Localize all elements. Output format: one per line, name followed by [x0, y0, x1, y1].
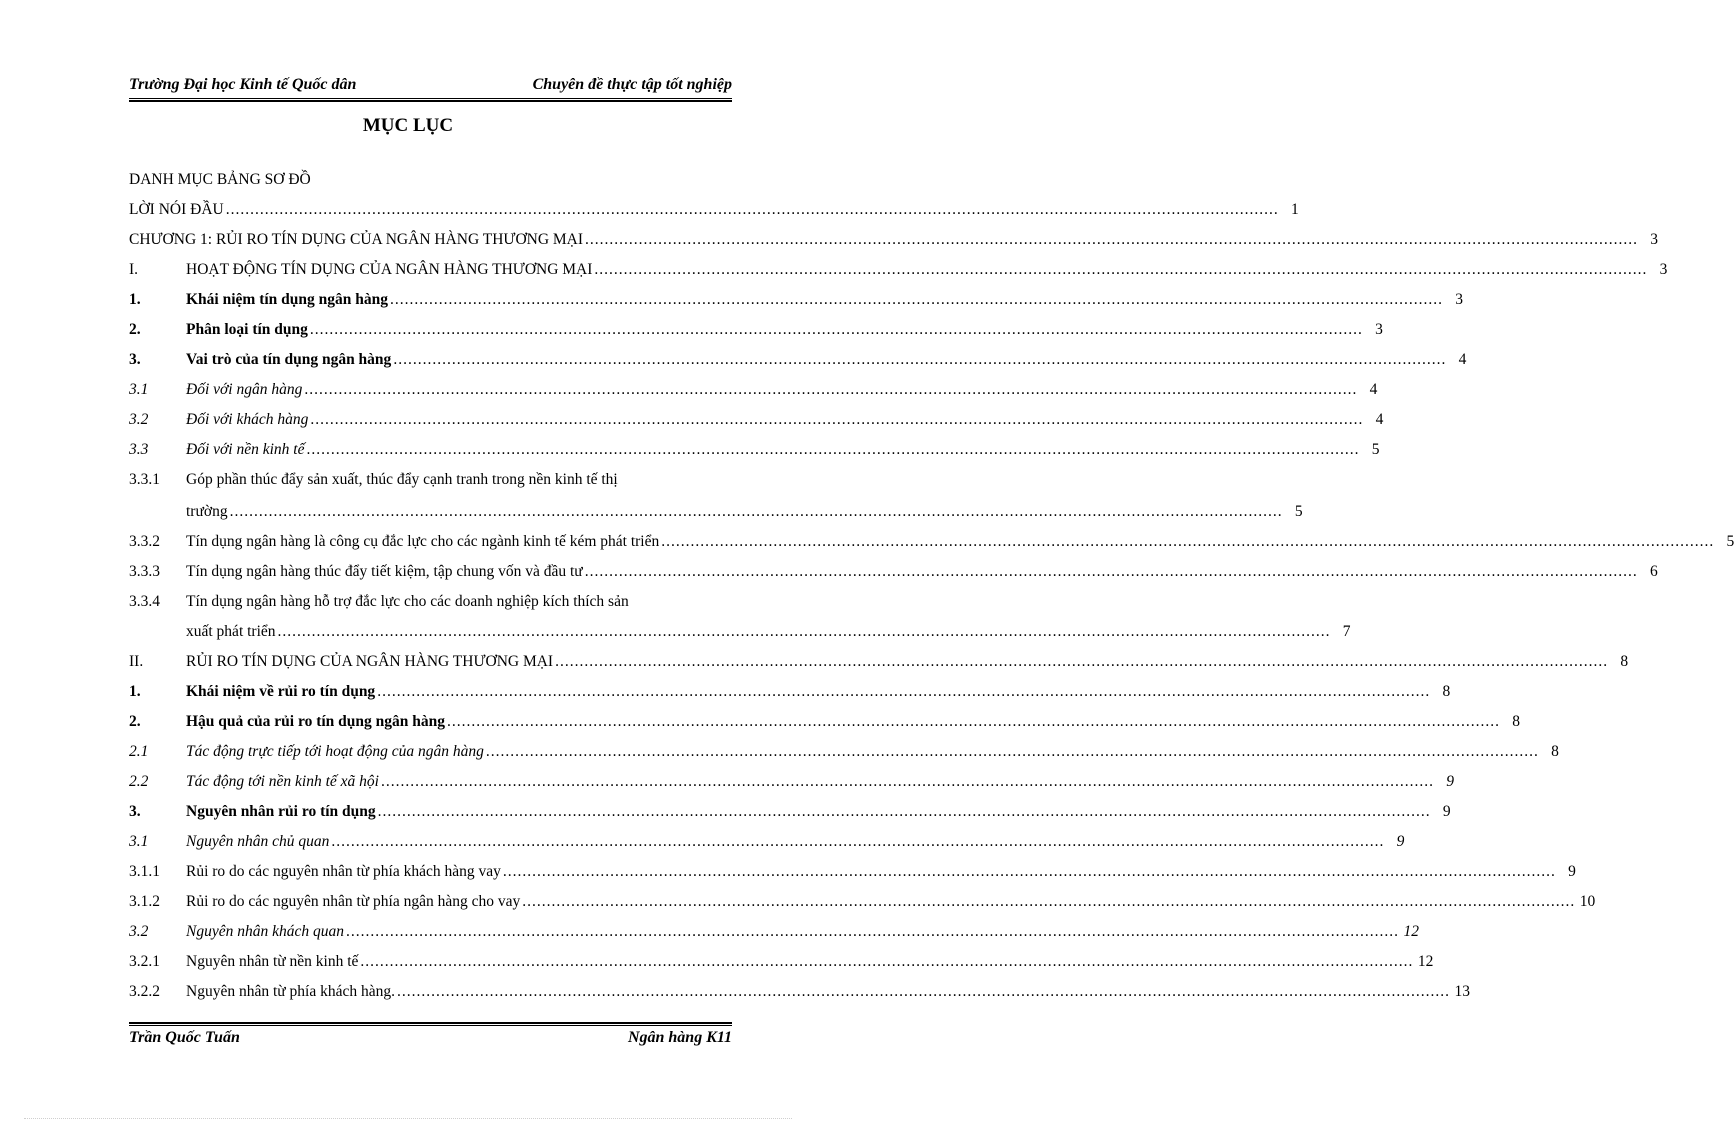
toc-entry-number: 2. [129, 713, 141, 730]
header-school: Trường Đại học Kinh tế Quốc dân [129, 76, 357, 93]
toc-entry [129, 893, 1596, 915]
toc-entry-number: 3.1 [129, 381, 149, 398]
toc-entry [129, 923, 1419, 945]
toc-entry-title: Khái niệm tín dụng ngân hàng [186, 291, 389, 308]
toc-entry-number: 3.1.2 [129, 893, 160, 910]
toc-entry-number: 2.1 [129, 743, 149, 760]
toc-entry-number: 3.3.3 [129, 563, 160, 580]
toc-entry-page: 5 [1294, 503, 1303, 520]
dot-leader [393, 351, 1446, 369]
toc-entry-title: trường [186, 503, 228, 520]
toc-entry-title: Vai trò của tín dụng ngân hàng [186, 351, 392, 368]
toc-entry-page: 8 [1442, 683, 1451, 700]
toc-entry-page: 13 [1454, 983, 1470, 1000]
toc-entry [129, 803, 1451, 825]
toc-entry-title: Nguyên nhân từ phía khách hàng. [186, 983, 395, 1000]
toc-entry-page: 4 [1369, 381, 1378, 398]
toc-entry [129, 231, 1659, 253]
toc-entry-title: Nguyên nhân rủi ro tín dụng [186, 803, 376, 820]
toc-entry-title: Tác động tới nền kinh tế xã hội [186, 773, 379, 790]
page-title: MỤC LỤC [362, 115, 454, 136]
dot-leader [390, 291, 1443, 309]
toc-entry-title: xuất phát triển [186, 623, 276, 640]
page-footer [129, 1027, 732, 1051]
toc-entry-number: II. [129, 653, 144, 670]
dot-leader [447, 713, 1500, 731]
toc-entry-title: LỜI NÓI ĐẦU [129, 201, 224, 218]
toc-entry [129, 743, 1559, 765]
dot-leader [555, 653, 1608, 671]
toc-entry-title: Đối với khách hàng [186, 411, 309, 428]
toc-entry-title: Nguyên nhân khách quan [186, 923, 344, 940]
toc-entry-title: Tác động trực tiếp tới hoạt động của ngân hàng [186, 743, 484, 760]
dot-leader [585, 563, 1638, 581]
header-rule [129, 98, 732, 102]
toc-entry [129, 533, 1734, 555]
toc-entry-number: 3.2.1 [129, 953, 160, 970]
dot-leader [661, 533, 1714, 551]
toc-entry-page: 3 [1650, 231, 1659, 248]
toc-entry-title: Nguyên nhân từ nền kinh tế [186, 953, 359, 970]
toc-entry-page: 3 [1375, 321, 1383, 338]
toc-entry [129, 411, 1384, 433]
header-doc-type: Chuyên đề thực tập tốt nghiệp [532, 76, 732, 93]
toc-entry [129, 713, 1521, 735]
dot-leader [378, 803, 1431, 821]
toc-entry-page: 9 [1446, 773, 1454, 790]
toc-entry [129, 441, 1380, 463]
toc-entry [129, 381, 1378, 403]
dot-leader [278, 623, 1331, 641]
toc-entry-page: 4 [1458, 351, 1467, 368]
dot-leader [397, 983, 1450, 1001]
toc-entry [129, 201, 1299, 223]
toc-entry-number: 3.3.4 [129, 593, 160, 610]
dot-leader [360, 953, 1413, 971]
toc-entry-number: 3. [129, 351, 141, 368]
toc-entry-page: 9 [1396, 833, 1405, 850]
toc-entry-page: 8 [1551, 743, 1559, 760]
toc-entry-title: Nguyên nhân chủ quan [186, 833, 330, 850]
toc-entry-page: 5 [1371, 441, 1380, 458]
dot-leader [306, 441, 1359, 459]
toc-entry [129, 953, 1434, 975]
toc-entry-title: HOẠT ĐỘNG TÍN DỤNG CỦA NGÂN HÀNG THƯƠNG MẠI [186, 261, 593, 278]
toc-entry-page: 9 [1442, 803, 1451, 820]
toc-entry-title: Khái niệm về rủi ro tín dụng [186, 683, 376, 700]
dot-leader [594, 261, 1647, 279]
toc-entry-title: Phân loại tín dụng [186, 321, 308, 338]
toc-entry-page: 6 [1649, 563, 1658, 580]
toc-entry-page: 8 [1620, 653, 1629, 670]
toc-entry-page: 1 [1290, 201, 1299, 218]
toc-entry-title: Hậu quả của rủi ro tín dụng ngân hàng [186, 713, 446, 730]
toc-entry-number: 2. [129, 321, 141, 338]
toc-entry-number: 3.2 [129, 923, 149, 940]
toc-entry [129, 983, 1470, 1005]
toc-entry-number: 3.3 [129, 441, 149, 458]
toc-entry-page: 3 [1455, 291, 1464, 308]
toc-entry [129, 291, 1464, 313]
dot-leader [381, 773, 1434, 791]
toc-entry [129, 683, 1451, 705]
toc-entry [129, 321, 1383, 343]
toc-entry-page: 10 [1579, 893, 1596, 910]
toc-entry-title: Đối với ngân hàng [186, 381, 303, 398]
page-header [129, 74, 732, 98]
toc-entry-number: 3.1 [129, 833, 149, 850]
toc-entry-number: 1. [129, 683, 141, 700]
toc-entry-page: 12 [1403, 923, 1419, 940]
toc-entry-title: Rủi ro do các nguyên nhân từ phía khách hàng vay [186, 863, 501, 880]
toc-entry-title: Đối với nền kinh tế [186, 441, 305, 458]
toc-entry-page: 7 [1342, 623, 1351, 640]
toc-entry-title: Tín dụng ngân hàng thúc đẩy tiết kiệm, tập chung vốn và đầu tư [186, 563, 583, 580]
toc-entry-number: 3. [129, 803, 141, 820]
toc-entry-number: 3.3.1 [129, 471, 160, 488]
footer-author: Trần Quốc Tuấn [129, 1029, 240, 1046]
toc-entry-page: 9 [1568, 863, 1576, 880]
toc-entry-title: Tín dụng ngân hàng hỗ trợ đắc lực cho các doanh nghiệp kích thích sản [186, 593, 629, 610]
footer-rule [129, 1022, 732, 1026]
dot-leader [503, 863, 1556, 881]
dot-leader [522, 893, 1575, 911]
toc-entry-number: 1. [129, 291, 141, 308]
toc-entry-title: Góp phần thúc đẩy sản xuất, thúc đẩy cạnh tranh trong nền kinh tế thị [186, 471, 618, 488]
toc-entry-title: DANH MỤC BẢNG SƠ ĐỒ [129, 171, 311, 188]
toc-entry [129, 593, 732, 615]
dot-leader [486, 743, 1539, 761]
dot-leader [226, 201, 1279, 219]
toc-entry-page: 3 [1659, 261, 1668, 278]
dot-leader [310, 321, 1363, 339]
toc-entry-number: I. [129, 261, 139, 278]
page-edge [24, 1118, 792, 1119]
toc-entry-page: 12 [1417, 953, 1434, 970]
dot-leader [377, 683, 1430, 701]
dot-leader [331, 833, 1384, 851]
toc-entry [129, 471, 732, 493]
dot-leader [585, 231, 1638, 249]
toc-entry [129, 773, 1454, 795]
dot-leader [230, 503, 1283, 521]
dot-leader [310, 411, 1363, 429]
toc-entry [129, 503, 1303, 525]
toc-entry-title: Rủi ro do các nguyên nhân từ phía ngân hàng cho vay [186, 893, 521, 910]
toc-entry-page: 8 [1512, 713, 1521, 730]
toc-entry-title: Tín dụng ngân hàng là công cụ đắc lực cho các ngành kinh tế kém phát triển [186, 533, 660, 550]
toc-entry-number: 3.2.2 [129, 983, 160, 1000]
toc-entry-page: 4 [1375, 411, 1384, 428]
toc-entry [129, 351, 1467, 373]
toc-entry-number: 3.3.2 [129, 533, 160, 550]
toc-entry-number: 3.1.1 [129, 863, 160, 880]
footer-class: Ngân hàng K11 [627, 1029, 732, 1046]
dot-leader [346, 923, 1399, 941]
toc-entry-number: 3.2 [129, 411, 149, 428]
toc-entry-page: 5 [1726, 533, 1734, 550]
dot-leader [304, 381, 1357, 399]
toc-entry [129, 653, 1629, 675]
toc-entry-title: RỦI RO TÍN DỤNG CỦA NGÂN HÀNG THƯƠNG MẠI [186, 653, 554, 670]
toc-entry [129, 863, 1576, 885]
toc-entry [129, 833, 1405, 855]
toc-entry-title: CHƯƠNG 1: RỦI RO TÍN DỤNG CỦA NGÂN HÀNG THƯƠNG MẠI [129, 231, 584, 248]
toc-entry [129, 623, 1351, 645]
toc-entry [129, 261, 1668, 283]
toc-entry [129, 563, 1658, 585]
toc-entry [129, 171, 732, 193]
toc-entry-number: 2.2 [129, 773, 149, 790]
